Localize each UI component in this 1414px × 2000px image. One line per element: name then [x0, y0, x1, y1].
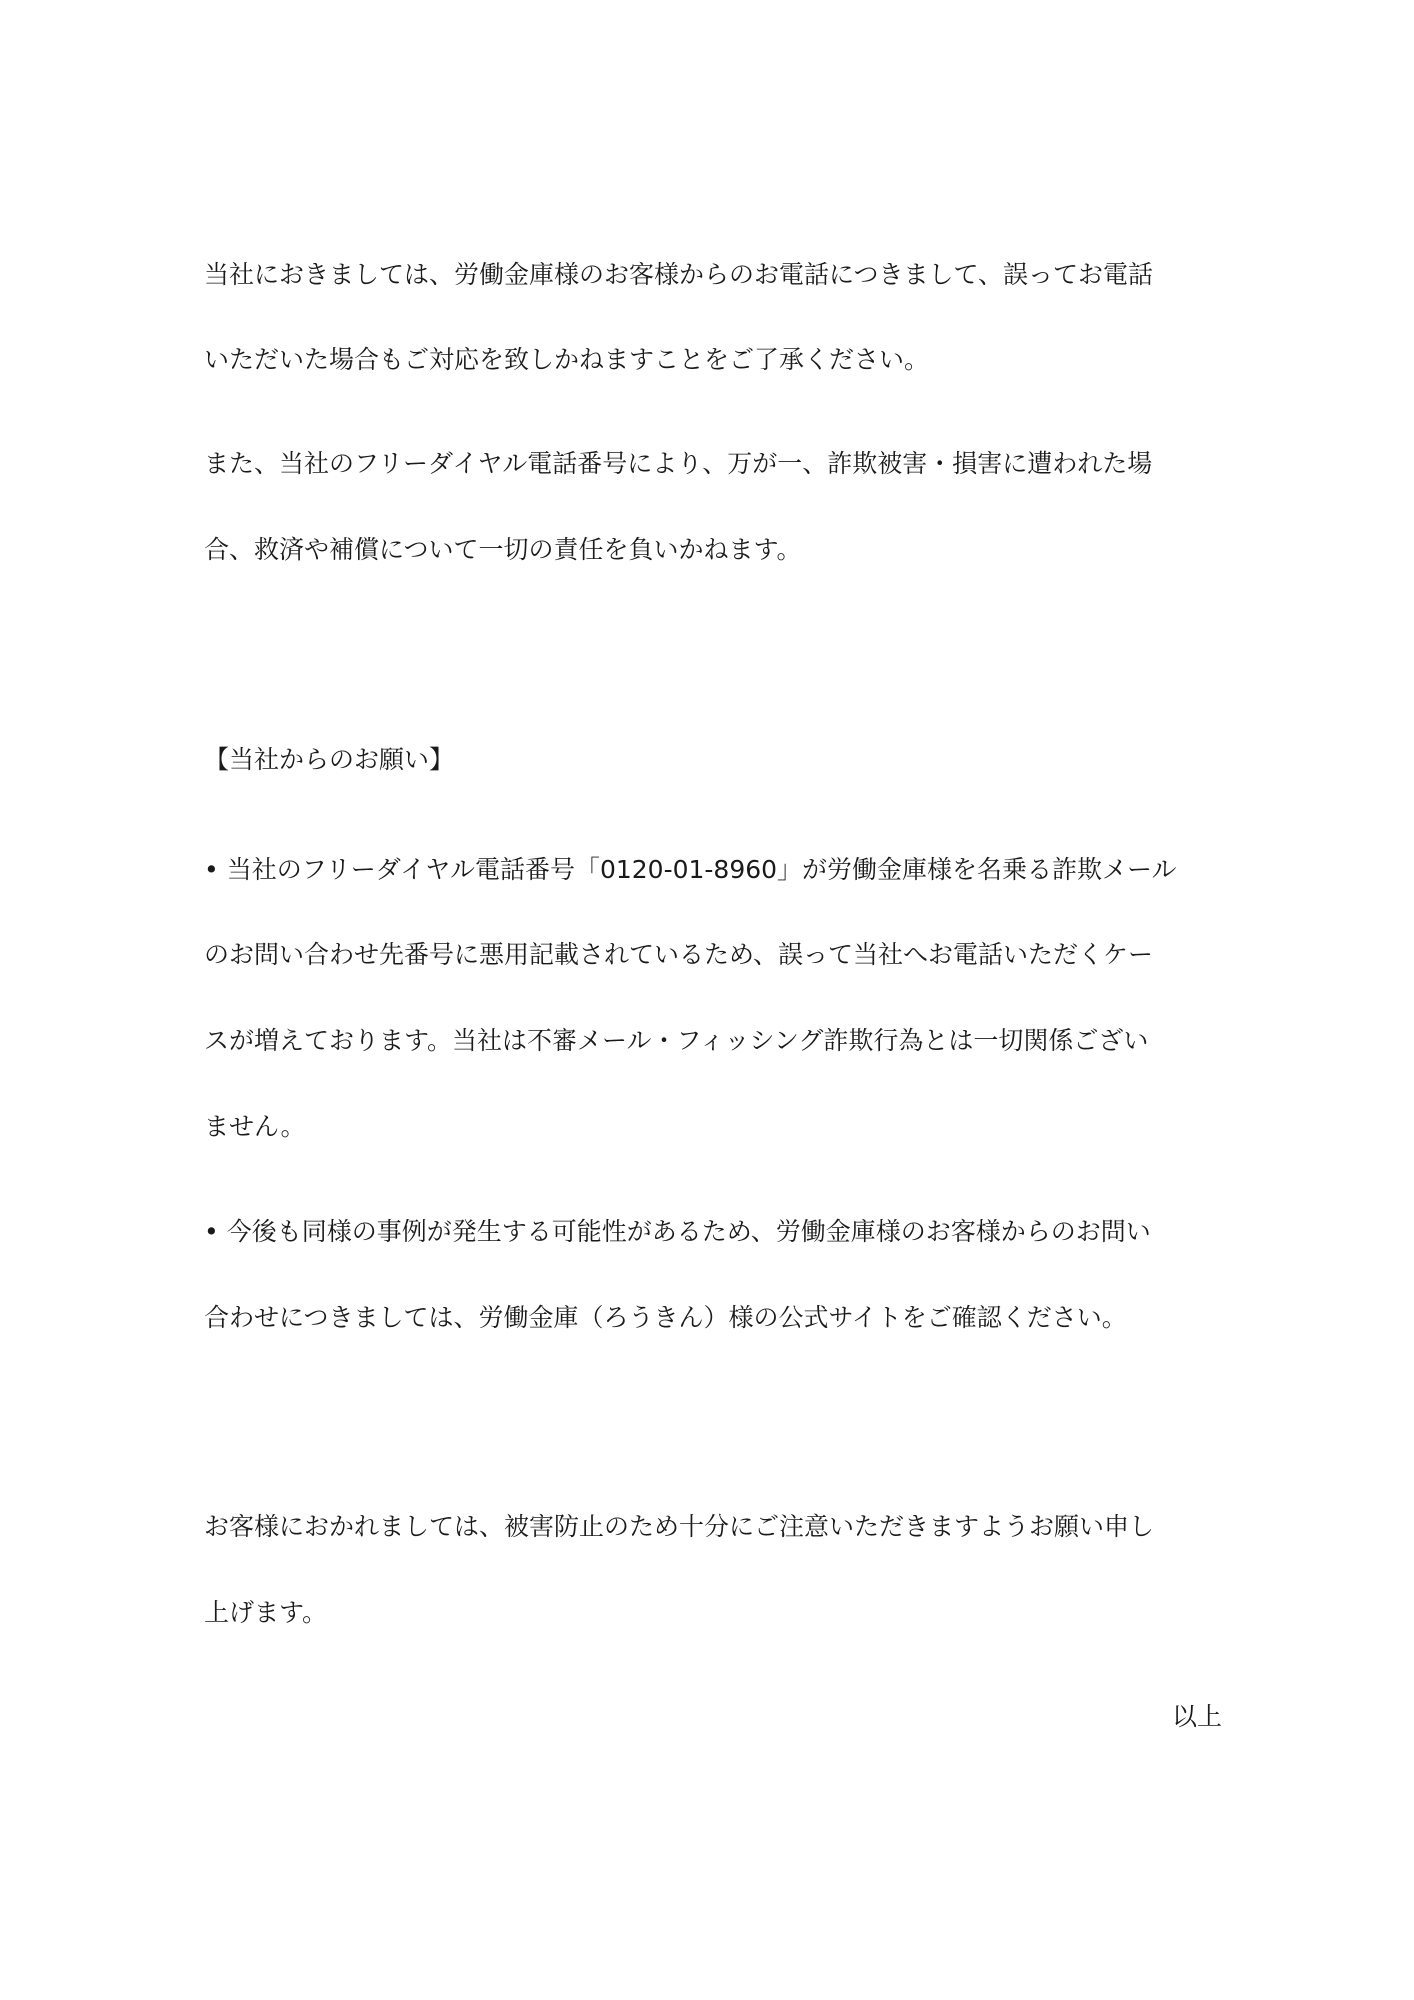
- paragraph-1-line-2: いただいた場合もご対応を致しかねますことをご了承ください。: [204, 345, 930, 374]
- bullet-1-line-3: スが増えております。当社は不審メール・フィッシング詐欺行為とは一切関係ござい: [204, 1026, 1149, 1055]
- bullet-1-line-1: • 当社のフリーダイヤル電話番号「0120-01-8960」が労働金庫様を名乗る詐欺メール: [204, 855, 1177, 884]
- bullet-1-line-4: ません。: [204, 1112, 306, 1141]
- bullet-1-line-2: のお問い合わせ先番号に悪用記載されているため、誤って当社へお電話いただくケー: [204, 940, 1154, 969]
- bullet-2-line-2: 合わせにつきましては、労働金庫（ろうきん）様の公式サイトをご確認ください。: [204, 1303, 1127, 1332]
- request-heading: 【当社からのお願い】: [204, 745, 455, 774]
- paragraph-2-line-1: また、当社のフリーダイヤル電話番号により、万が一、詐欺被害・損害に遭われた場: [204, 449, 1153, 478]
- closing-line-2: 上げます。: [204, 1598, 328, 1627]
- paragraph-1-line-1: 当社におきましては、労働金庫様のお客様からのお電話につきまして、誤ってお電話: [204, 260, 1154, 289]
- bullet-2-line-1: • 今後も同様の事例が発生する可能性があるため、労働金庫様のお客様からのお問い: [204, 1217, 1151, 1246]
- end-mark: 以上: [1171, 1702, 1222, 1731]
- paragraph-2-line-2: 合、救済や補償について一切の責任を負いかねます。: [204, 535, 802, 564]
- closing-line-1: お客様におかれましては、被害防止のため十分にご注意いただきますようお願い申し: [204, 1512, 1155, 1541]
